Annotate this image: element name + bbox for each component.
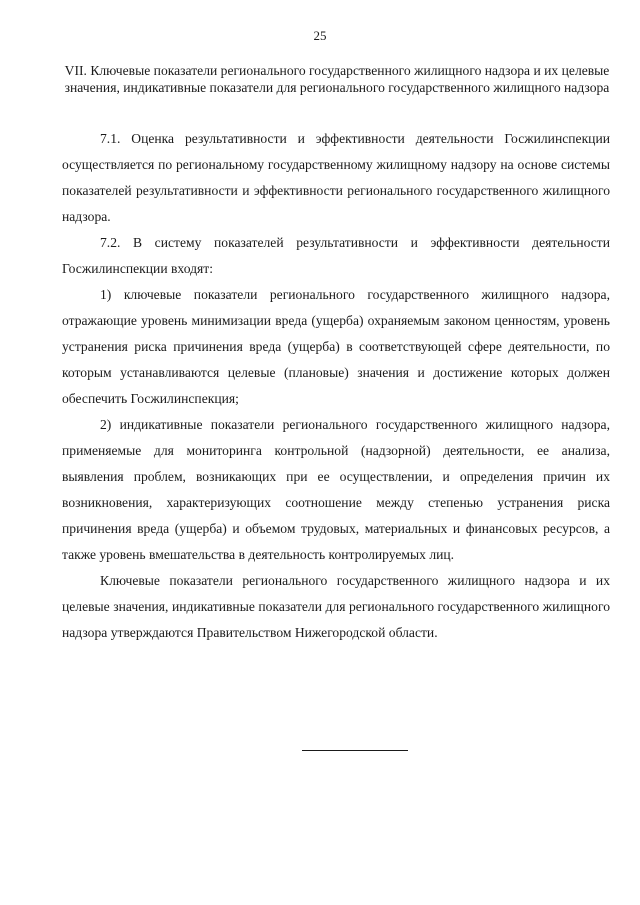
paragraph-7-1: 7.1. Оценка результативности и эффективности деятельности Госжилинспекции осуществляется по региональному государственному жилищному надзору на основе системы показателей результативности и эффективности регионального государственного жилищного надзора.: [62, 131, 610, 224]
page-number: 25: [313, 28, 327, 43]
list-item-key-indicators: 1) ключевые показатели регионального государственного жилищного надзора, отражающие уровень минимизации вреда (ущерба) охраняемым законом ценностям, уровень устранения риска причинения вреда (ущерба) в соответствующей сфере деятельности, по которым устанавливаются целевые (плановые) значения и достижение которых должен обеспечить Госжилинспекция;: [62, 287, 610, 406]
section-heading: VII. Ключевые показатели регионального государственного жилищного надзора и их целевые значения, индикативные показатели для регионального государственного жилищного надзора: [64, 63, 610, 95]
paragraph-approval: Ключевые показатели регионального государственного жилищного надзора и их целевые значения, индикативные показатели для регионального государственного жилищного надзора утверждаются Правительством Нижегородской области.: [62, 573, 610, 640]
list-item-indicative-indicators: 2) индикативные показатели регионального государственного жилищного надзора, применяемые для мониторинга контрольной (надзорной) деятельности, ее анализа, выявления проблем, возникающих при ее осуществлении, и определения причин их возникновения, характеризующих соотношение между степенью устранения риска причинения вреда (ущерба) и объемом трудовых, материальных и финансовых ресурсов, а также уровень вмешательства в деятельность контролируемых лиц.: [62, 417, 610, 562]
document-body: [62, 126, 610, 646]
paragraph-7-2: 7.2. В систему показателей результативности и эффективности деятельности Госжилинспекции входят:: [62, 235, 610, 276]
end-of-document-rule: [302, 750, 408, 751]
